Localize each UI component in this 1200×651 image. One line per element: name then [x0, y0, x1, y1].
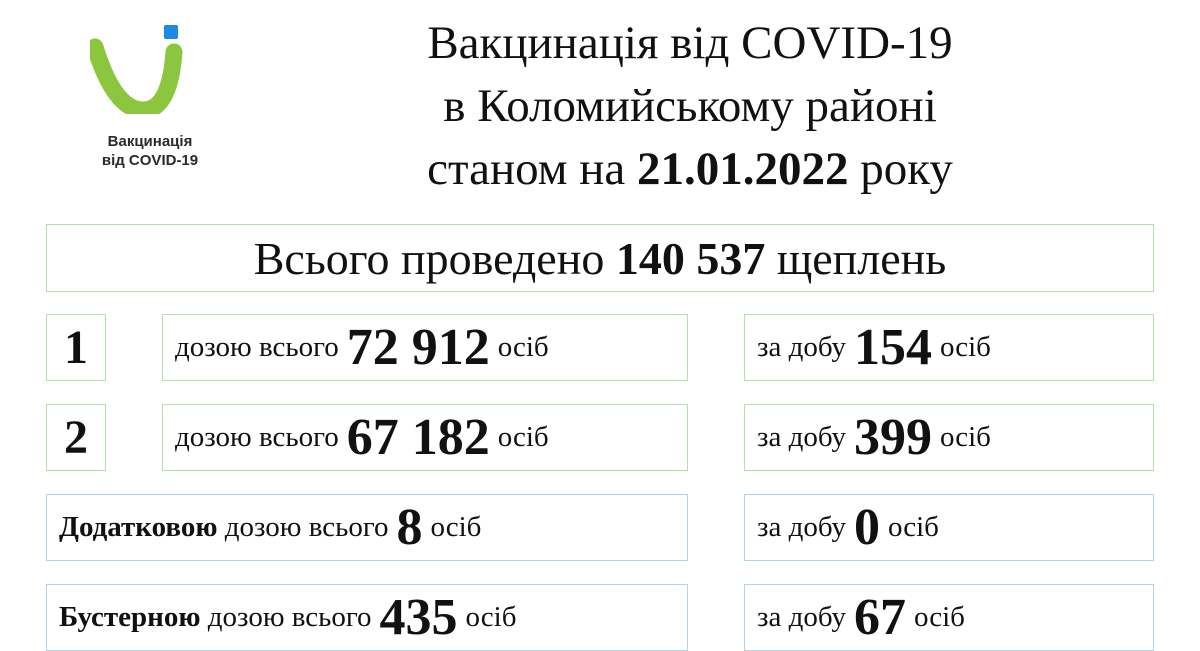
additional-dose-day-unit: осіб — [887, 511, 939, 543]
booster-dose-day-box — [744, 584, 1154, 651]
logo-line-2: від COVID-19 — [101, 152, 199, 169]
title-date-suffix: року — [860, 143, 953, 195]
dose-1-day-box — [744, 314, 1154, 381]
title-line-1: Вакцинація від COVID-19 — [427, 17, 953, 69]
additional-dose-label: Додатковою — [59, 511, 218, 543]
logo — [60, 22, 220, 172]
title-date: 21.01.2022 — [636, 143, 849, 195]
dose-2-day-unit: осіб — [939, 421, 991, 453]
page-title — [280, 12, 1100, 201]
dose-2-day-prefix: за добу — [757, 421, 846, 453]
booster-dose-day: 67 — [853, 589, 906, 646]
additional-dose-prefix: дозою всього — [224, 511, 389, 543]
additional-dose-day-box — [744, 494, 1154, 561]
additional-dose-box — [46, 494, 688, 561]
title-date-prefix: станом на — [427, 143, 626, 195]
dose-1-unit: осіб — [497, 331, 549, 363]
dose-2-total-box — [162, 404, 688, 471]
total-suffix: щеплень — [776, 232, 947, 284]
booster-dose-prefix: дозою всього — [207, 601, 372, 633]
dose-2-day: 399 — [853, 409, 932, 466]
dose-1-prefix: дозою всього — [175, 331, 339, 363]
booster-dose-box — [46, 584, 688, 651]
total-value: 140 537 — [615, 232, 766, 284]
title-line-2: в Коломийському районі — [443, 80, 937, 132]
additional-dose-day: 0 — [853, 499, 880, 556]
booster-dose-label: Бустерною — [59, 601, 201, 633]
dose-2-day-box — [744, 404, 1154, 471]
dose-2-total: 67 182 — [346, 409, 490, 466]
dose-1-day-unit: осіб — [939, 331, 991, 363]
additional-dose-total: 8 — [396, 499, 423, 556]
dose-1-total: 72 912 — [346, 319, 490, 376]
dose-2-number: 2 — [46, 404, 106, 471]
total-prefix: Всього проведено — [253, 232, 605, 284]
booster-dose-day-prefix: за добу — [757, 601, 846, 633]
dose-2-unit: осіб — [497, 421, 549, 453]
booster-dose-total: 435 — [379, 589, 458, 646]
dose-2-prefix: дозою всього — [175, 421, 339, 453]
booster-dose-day-unit: осіб — [913, 601, 965, 633]
booster-dose-unit: осіб — [465, 601, 517, 633]
dose-1-day-prefix: за добу — [757, 331, 846, 363]
additional-dose-unit: осіб — [430, 511, 482, 543]
dose-1-total-box — [162, 314, 688, 381]
dose-1-number: 1 — [46, 314, 106, 381]
vaccination-v-icon — [90, 22, 190, 114]
logo-text — [75, 132, 225, 170]
total-box — [46, 224, 1154, 292]
title-line-3 — [280, 138, 1100, 201]
dose-1-day: 154 — [853, 319, 932, 376]
logo-line-1: Вакцинація — [107, 133, 193, 150]
additional-dose-day-prefix: за добу — [757, 511, 846, 543]
